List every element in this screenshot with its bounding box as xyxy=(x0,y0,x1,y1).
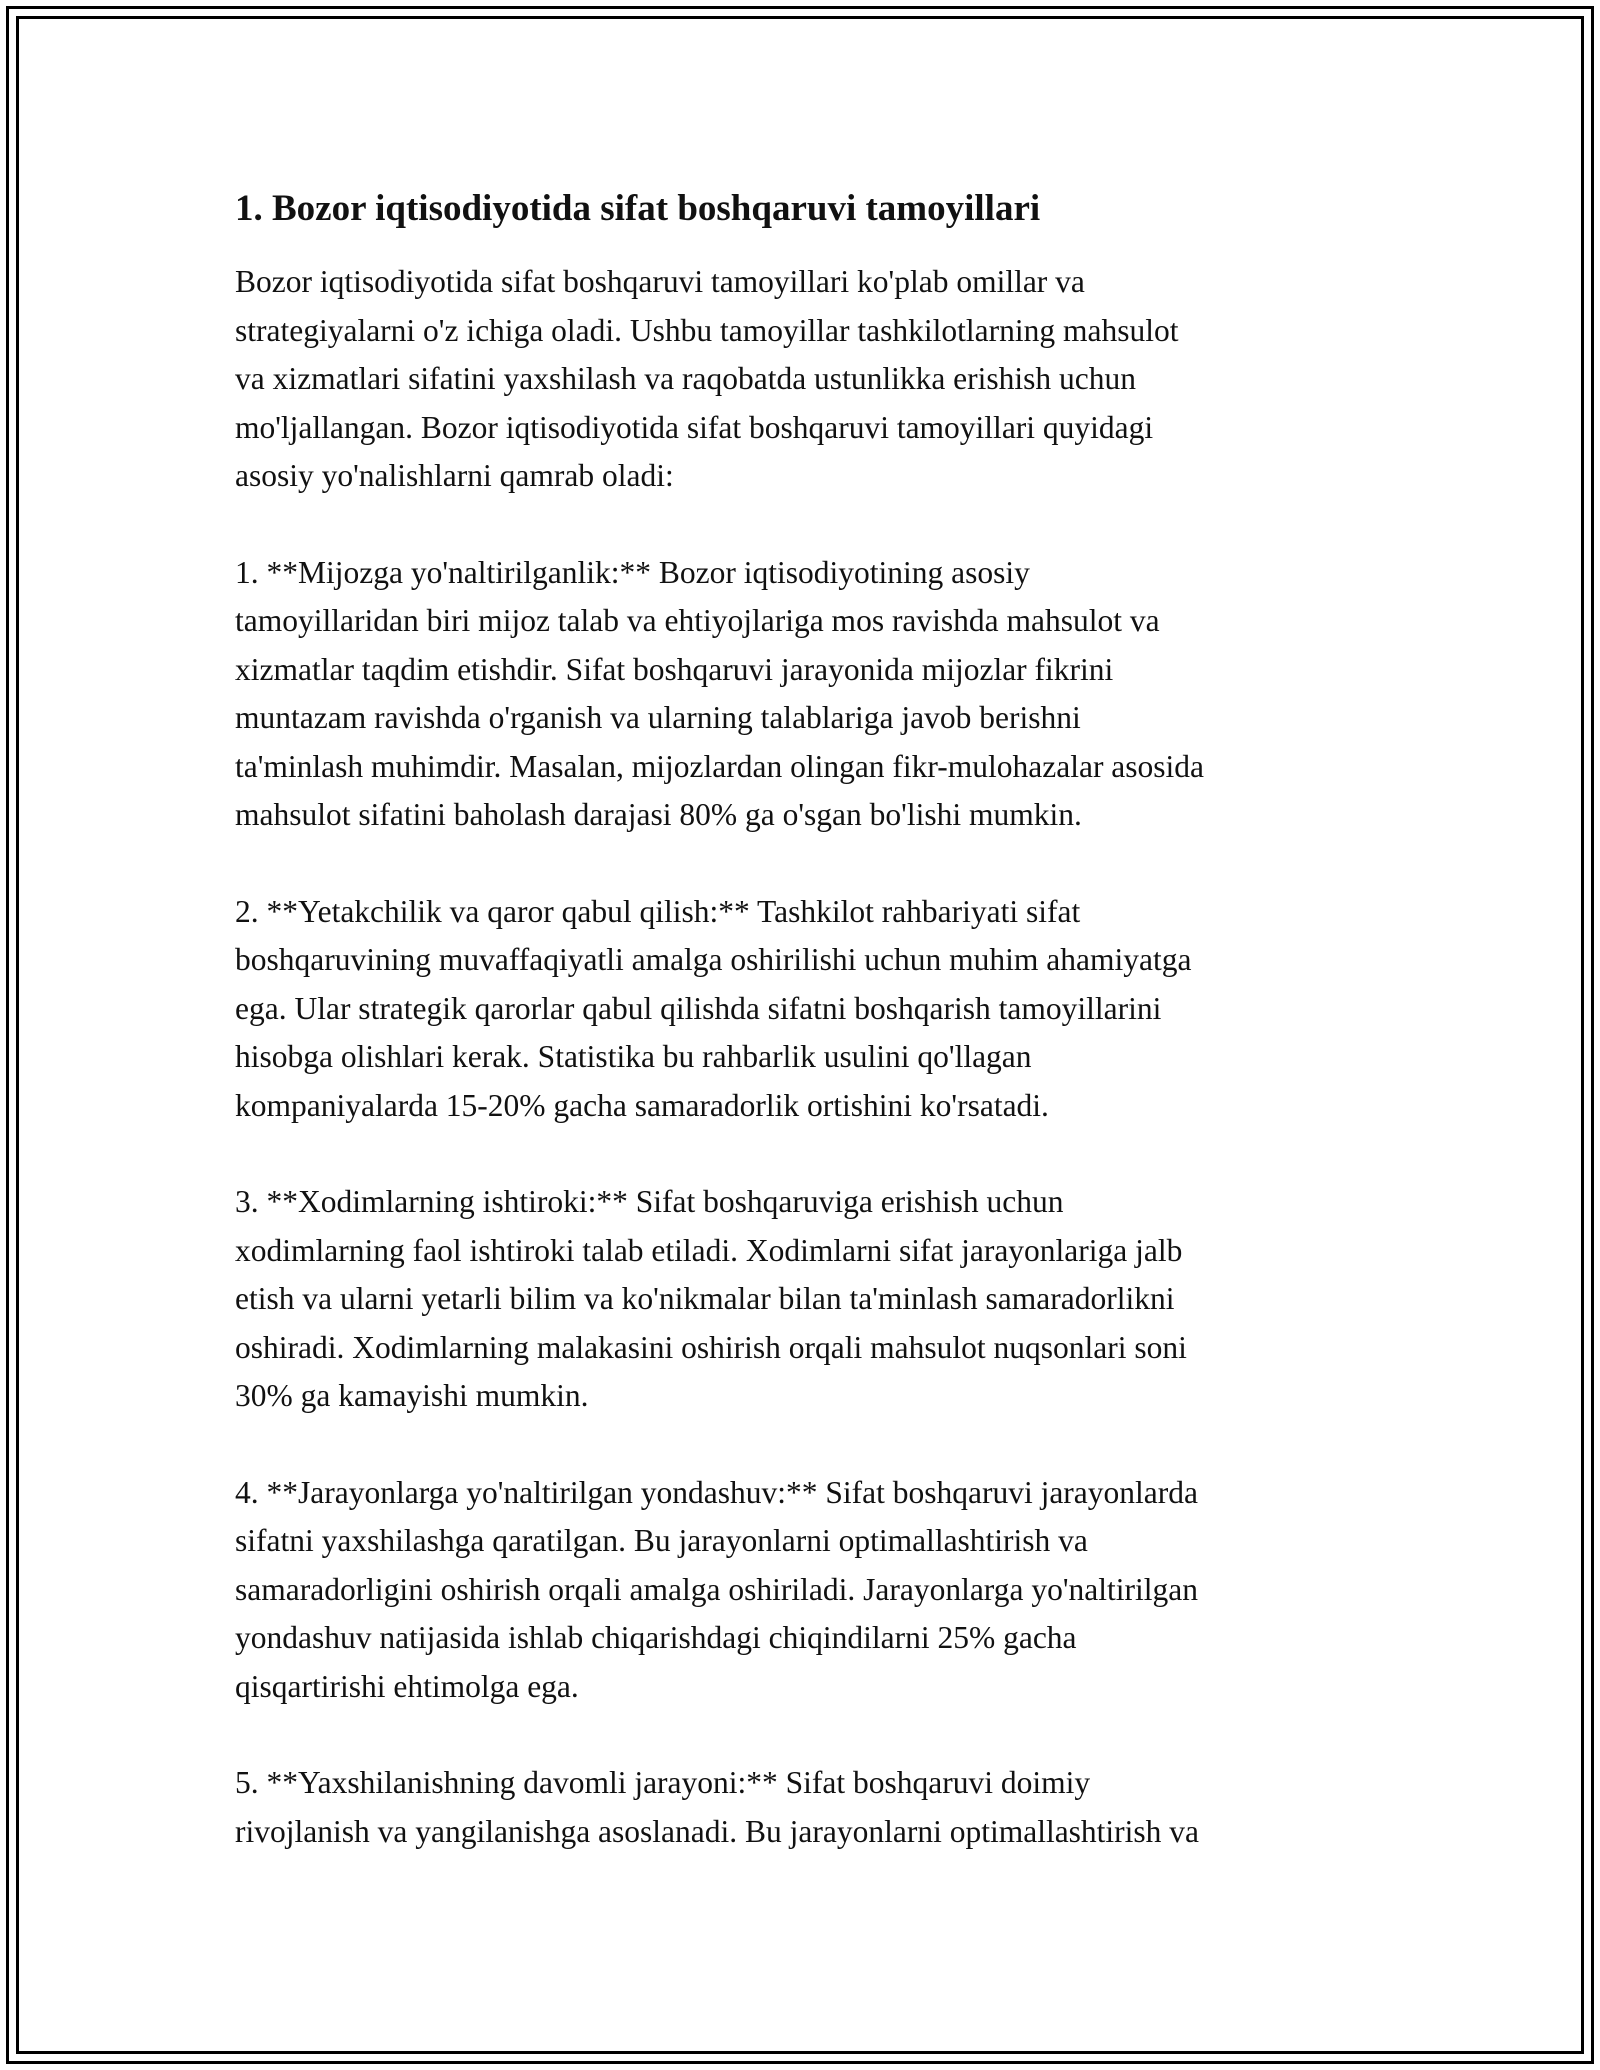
principle-process-approach: 4. **Jarayonlarga yo'naltirilgan yondashuv:** Sifat boshqaruvi jarayonlarda sifatni yaxshilashga qaratilgan. Bu jarayonlarni optimallashtirish va samaradorligini oshirish orqali amalga oshiriladi. Jarayonlarga yo'naltirilgan yondashuv natijasida ishlab chiqarishdagi chiqindilarni 25% gacha qisqartirishi ehtimolga ega. xyxy=(235,1474,1198,1704)
principle-continuous-improvement: 5. **Yaxshilanishning davomli jarayoni:** Sifat boshqaruvi doimiy rivojlanish va yangilanishga asoslanadi. Bu jarayonlarni optimallashtirish va xyxy=(235,1765,1200,1849)
document-body xyxy=(235,186,1395,1904)
principle-customer-focus: 1. **Mijozga yo'naltirilganlik:** Bozor iqtisodiyotining asosiy tamoyillaridan biri mijoz talab va ehtiyojlariga mos ravishda mahsulot va xizmatlar taqdim etishdir. Sifat boshqaruvi jarayonida mijozlar fikrini muntazam ravishda o'rganish va ularning talablariga javob berishni ta'minlash muhimdir. Masalan, mijozlardan olingan fikr-mulohazalar asosida mahsulot sifatini baholash darajasi 80% ga o'sgan bo'lishi mumkin. xyxy=(235,554,1205,832)
section-heading: 1. Bozor iqtisodiyotida sifat boshqaruvi tamoyillari xyxy=(235,188,1041,229)
principle-employee-involvement: 3. **Xodimlarning ishtiroki:** Sifat boshqaruviga erishish uchun xodimlarning faol ishtiroki talab etiladi. Xodimlarni sifat jarayonlariga jalb etish va ularni yetarli bilim va ko'nikmalar bilan ta'minlash samaradorlikni oshiradi. Xodimlarning malakasini oshirish orqali mahsulot nuqsonlari soni 30% ga kamayishi mumkin. xyxy=(235,1184,1187,1413)
principle-leadership: 2. **Yetakchilik va qaror qabul qilish:** Tashkilot rahbariyati sifat boshqaruvining muvaffaqiyatli amalga oshirilishi uchun muhim ahamiyatga ega. Ular strategik qarorlar qabul qilishda sifatni boshqarish tamoyillarini hisobga olishlari kerak. Statistika bu rahbarlik usulini qo'llagan kompaniyalarda 15-20% gacha samaradorlik ortishini ko'rsatadi. xyxy=(235,893,1192,1123)
intro-paragraph: Bozor iqtisodiyotida sifat boshqaruvi tamoyillari ko'plab omillar va strategiyalarni o'z ichiga oladi. Ushbu tamoyillar tashkilotlarning mahsulot va xizmatlari sifatini yaxshilash va raqobatda ustunlikka erishish uchun mo'ljallangan. Bozor iqtisodiyotida sifat boshqaruvi tamoyillari quyidagi asosiy yo'nalishlarni qamrab oladi: xyxy=(235,264,1179,493)
